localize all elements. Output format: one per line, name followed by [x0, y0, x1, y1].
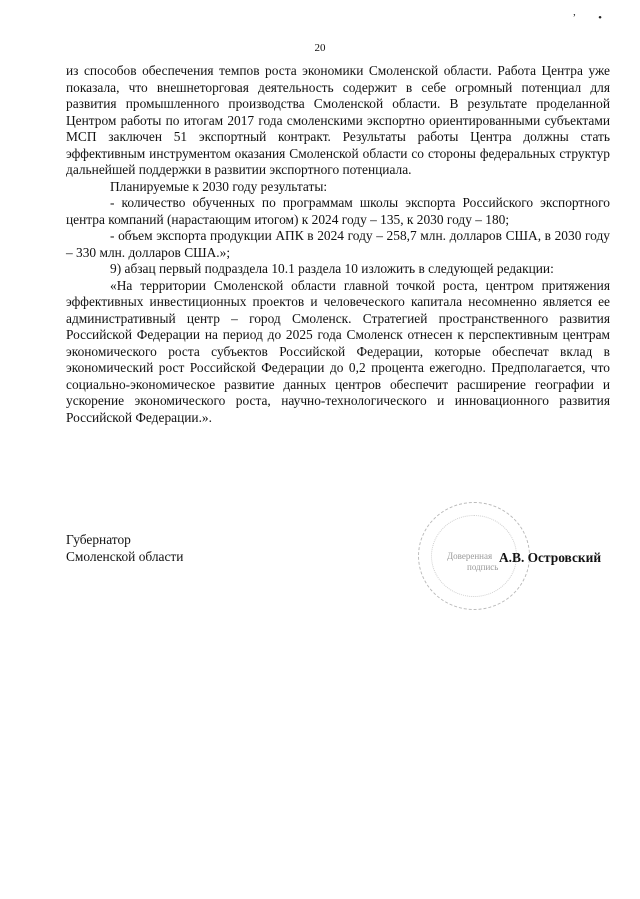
- document-body: [66, 63, 610, 426]
- stamp-text-line2: подпись: [467, 562, 499, 572]
- paragraph-center-export: из способов обеспечения темпов роста экономики Смоленской области. Работа Центра уже показала, что внешнеторговая деятельность содержит в себе огромный потенциал для развития промышленного производства Смоленской области. В результате проделанной Центром работы по итогам 2017 года смоленскими экспортно ориентированными субъектами МСП заключен 51 экспортный контракт. Результаты работы Центра должны стать эффективным инструментом оказания Смоленской области со стороны федеральных структур дальнейшей поддержки в развитии экспортного потенциала.: [66, 63, 610, 177]
- paragraph-smolensk-growth: «На территории Смоленской области главной точкой роста, центром притяжения эффективных инвестиционных проектов и человеческого капитала несомненно является ее административный центр – город Смоленск. Стратегией пространственного развития Российской Федерации на период до 2025 года Смоленск отнесен к перспективным центрам экономического роста субъектов Российской Федерации, которые обеспечат вклад в экономический рост Российской Федерации до 0,2 процента ежегодно. Предполагается, что социально-экономическое развитие данных центров обеспечит расширение географии и ускорение экономического роста, научно-технологического и инновационного развития Российской Федерации.».: [66, 277, 610, 425]
- list-item-export-school: - количество обученных по программам школы экспорта Российского экспортного центра компаний (нарастающим итогом) к 2024 году – 135, к 2030 году – 180;: [66, 195, 610, 227]
- list-item-apk-export: - объем экспорта продукции АПК в 2024 году – 258,7 млн. долларов США, в 2030 году – 330 млн. долларов США.»;: [66, 228, 610, 260]
- paragraph-amendment-9: 9) абзац первый подраздела 10.1 раздела 10 изложить в следующей редакции:: [110, 261, 554, 276]
- page-number: 20: [314, 42, 326, 54]
- signature-block: [66, 531, 183, 565]
- signer-title-line1: Губернатор: [66, 532, 131, 547]
- signer-name: А.В. Островский: [499, 550, 602, 565]
- corner-marks: ’ •: [572, 12, 612, 24]
- signer-title-line2: Смоленской области: [66, 549, 184, 564]
- paragraph-planned-results: Планируемые к 2030 году результаты:: [110, 178, 328, 194]
- stamp-text-line1: Доверенная: [447, 551, 493, 561]
